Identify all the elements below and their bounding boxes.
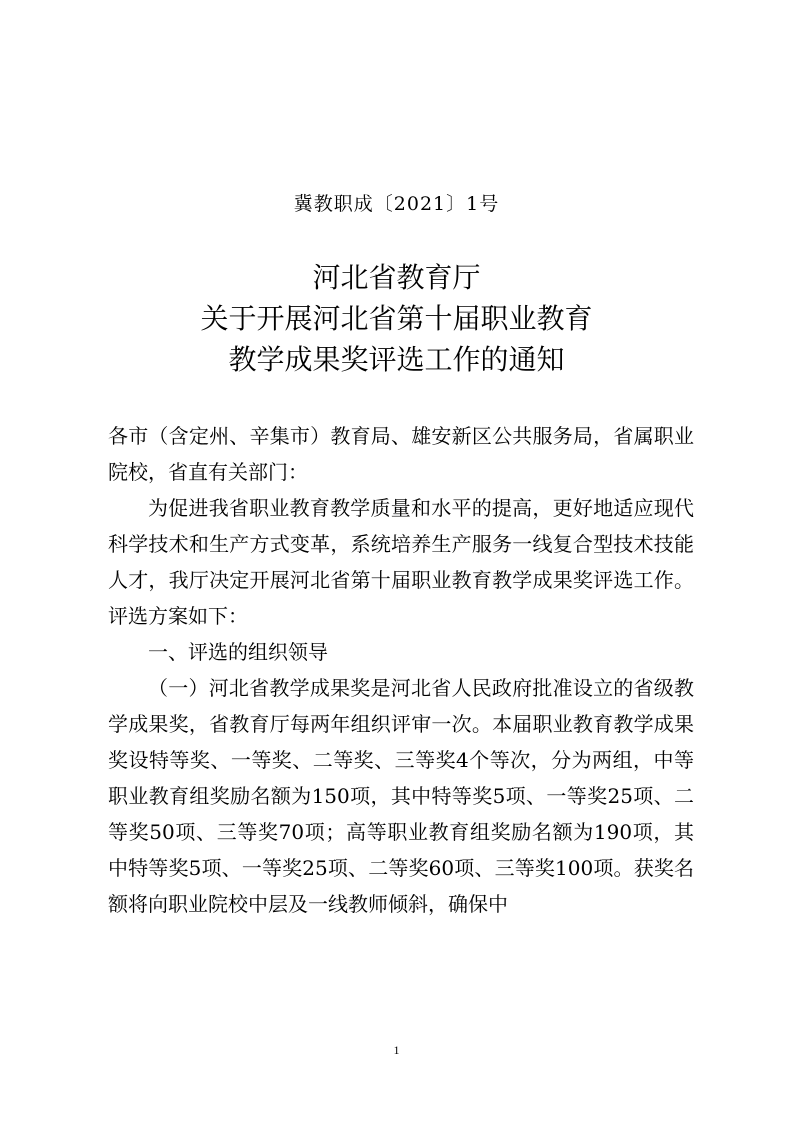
salutation: 各市（含定州、辛集市）教育局、雄安新区公共服务局，省属职业院校，省直有关部门： <box>108 424 694 484</box>
section-1-paragraph-1: （一）河北省教学成果奖是河北省人民政府批准设立的省级教学成果奖，省教育厅每两年组织评审一次。本届职业教育教学成果奖设特等奖、一等奖、二等奖、三等奖4个等次，分为两组，中等职业教育组奖励名额为150项，其中特等奖5项、一等奖25项、二等奖50项、三等奖70项；高等职业教育组奖励名额为190项，其中特等奖5项、一等奖25项、二等奖60项、三等奖100项。获奖名额将向职业院校中层及一线教师倾斜，确保中 <box>108 676 694 916</box>
page-number: 1 <box>393 1043 400 1057</box>
document-title <box>0 257 793 380</box>
intro-paragraph: 为促进我省职业教育教学质量和水平的提高，更好地适应现代科学技术和生产方式变革，系统培养生产服务一线复合型技术技能人才，我厅决定开展河北省第十届职业教育教学成果奖评选工作。评选方案如下： <box>108 496 694 628</box>
document-body <box>108 418 694 922</box>
title-line-2: 关于开展河北省第十届职业教育 <box>200 302 593 335</box>
document-number: 冀教职成〔2021〕1号 <box>293 193 500 215</box>
title-line-3: 教学成果奖评选工作的通知 <box>228 343 565 376</box>
title-line-1: 河北省教育厅 <box>312 261 481 294</box>
section-heading-1: 一、评选的组织领导 <box>148 640 328 664</box>
